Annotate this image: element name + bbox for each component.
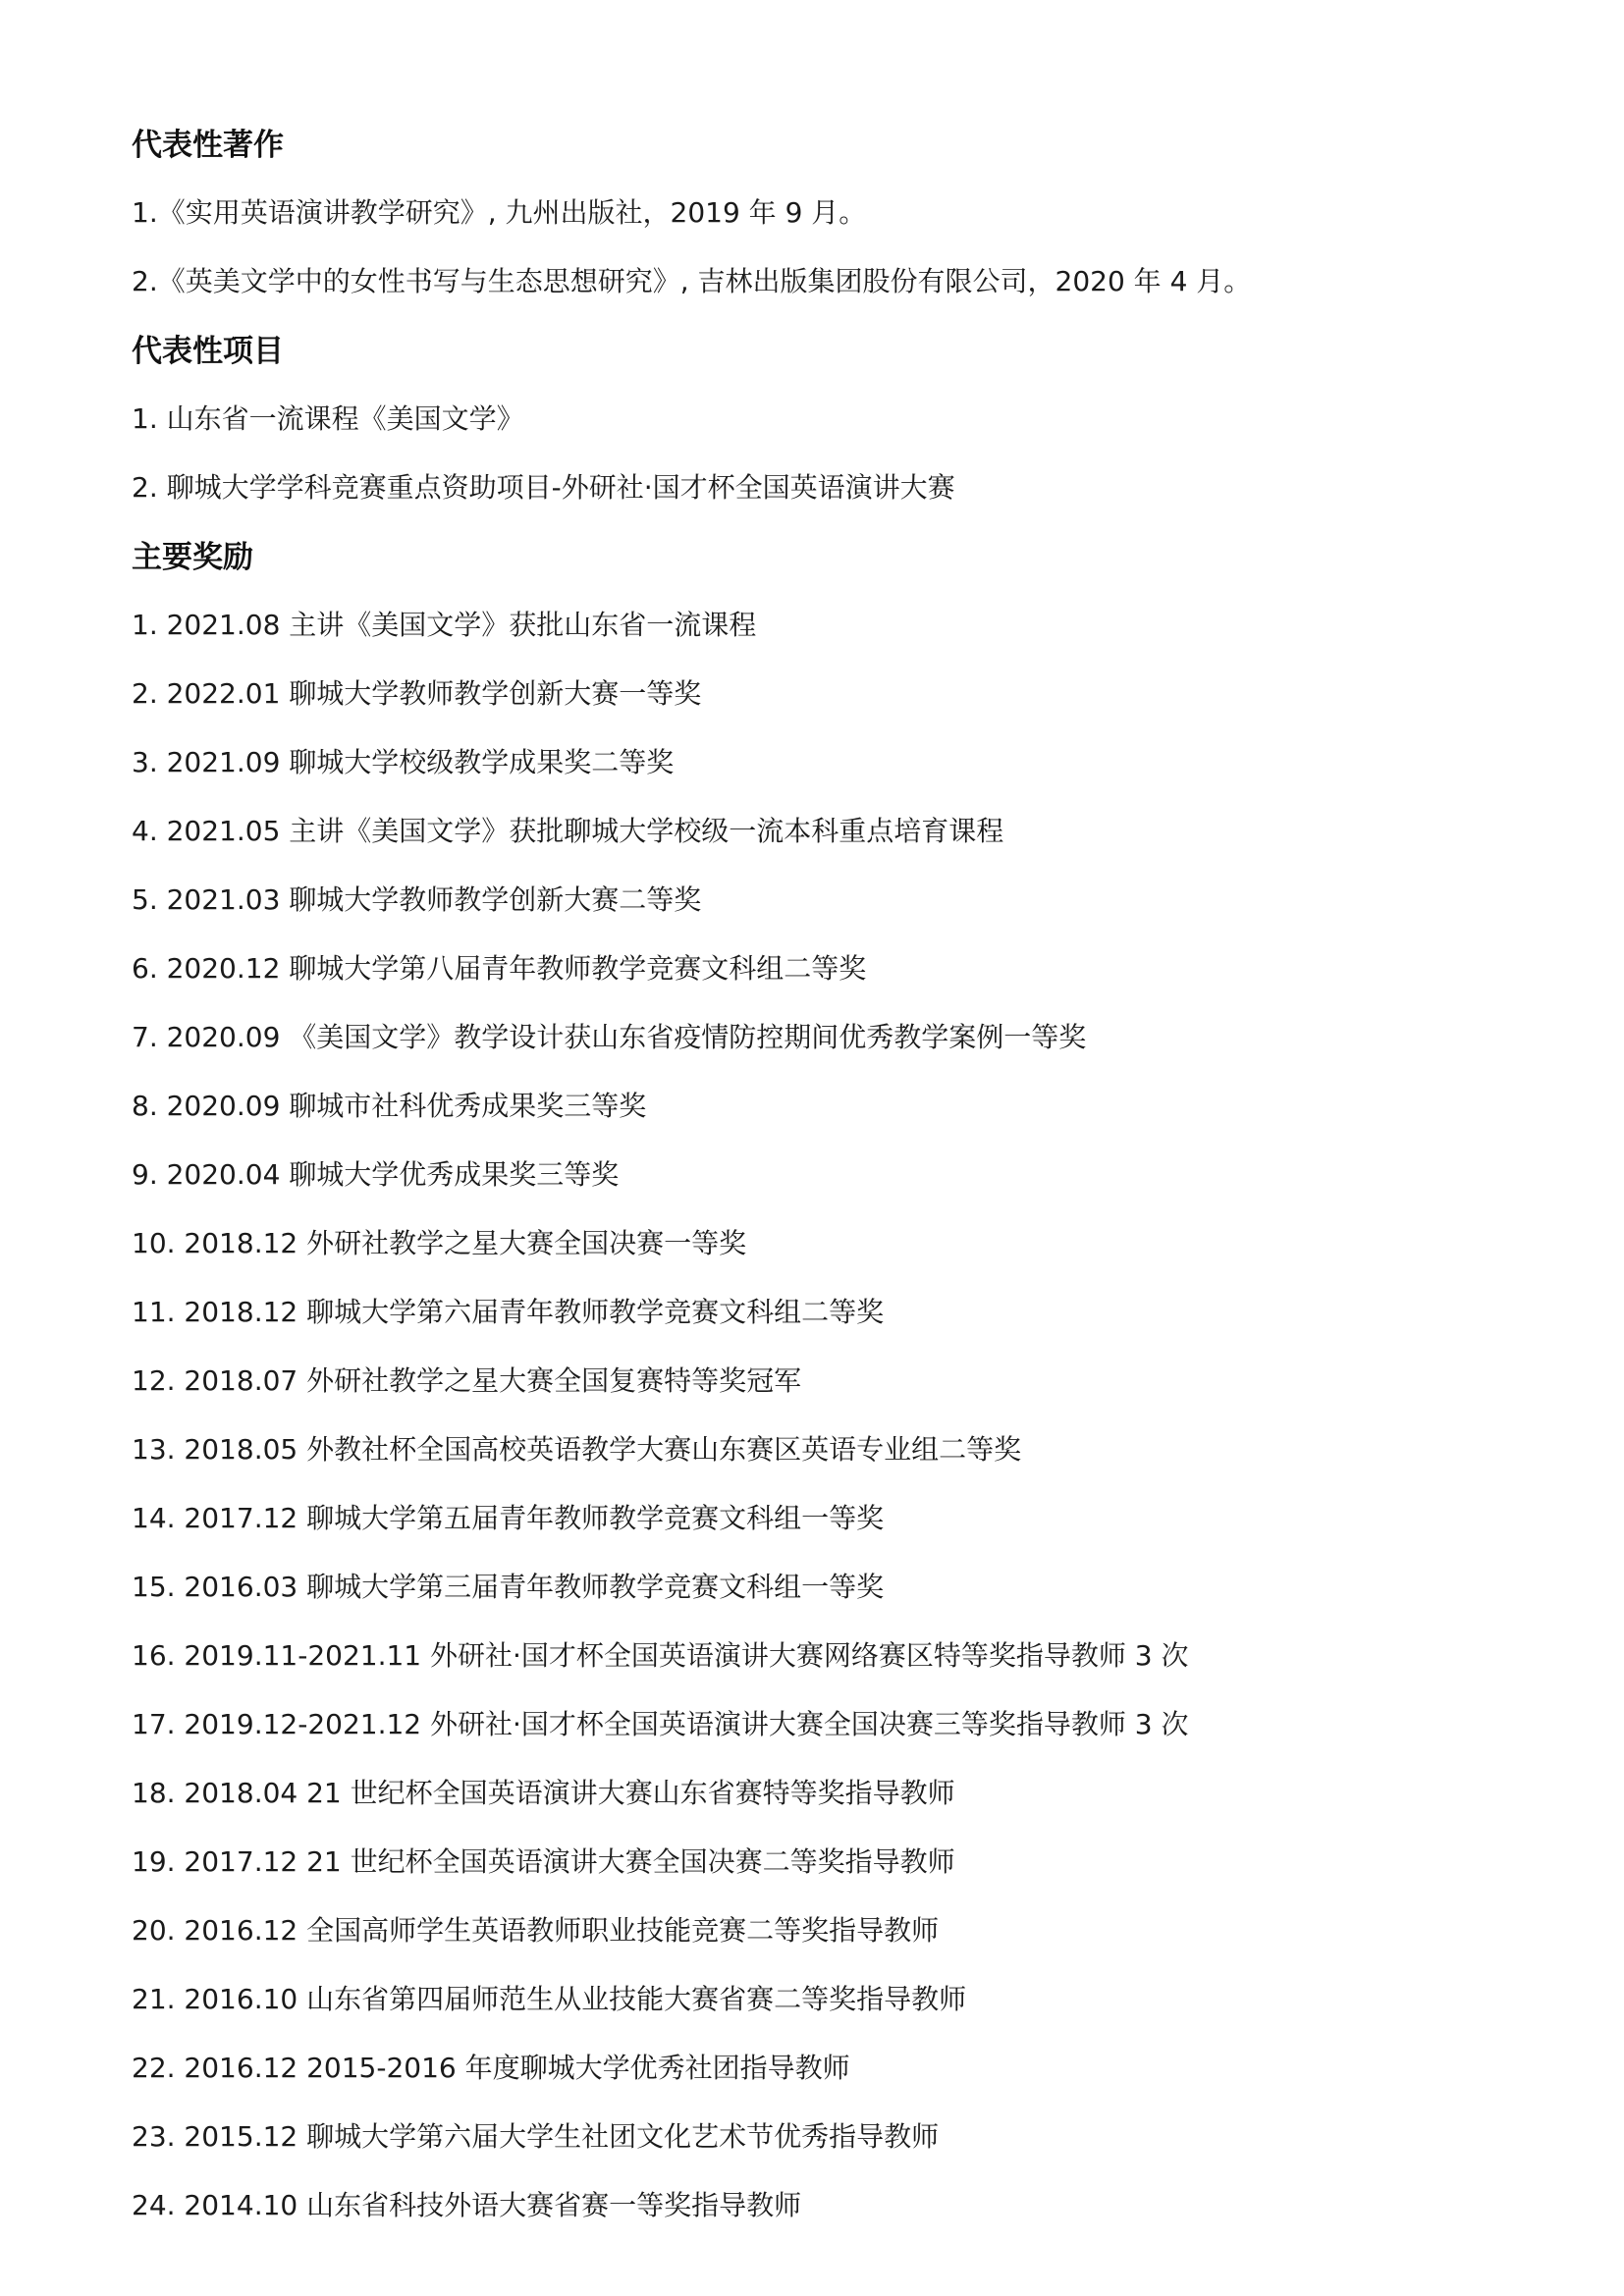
award-item-18: 18. 2018.04 21 世纪杯全国英语演讲大赛山东省赛特等奖指导教师 bbox=[132, 1777, 955, 1809]
award-item-21: 21. 2016.10 山东省第四届师范生从业技能大赛省赛二等奖指导教师 bbox=[132, 1983, 967, 2015]
award-item-3: 3. 2021.09 聊城大学校级教学成果奖二等奖 bbox=[132, 746, 675, 778]
document-page bbox=[132, 0, 1526, 2296]
award-item-7: 7. 2020.09 《美国文学》教学设计获山东省疫情防控期间优秀教学案例一等奖 bbox=[132, 1021, 1087, 1053]
award-item-20: 20. 2016.12 全国高师学生英语教师职业技能竞赛二等奖指导教师 bbox=[132, 1914, 940, 1947]
award-item-16: 16. 2019.11-2021.11 外研社·国才杯全国英语演讲大赛网络赛区特等奖指导教师 3 次 bbox=[132, 1639, 1189, 1672]
award-item-10: 10. 2018.12 外研社教学之星大赛全国决赛一等奖 bbox=[132, 1227, 747, 1259]
works-item-2: 2.《英美文学中的女性书写与生态思想研究》, 吉林出版集团股份有限公司，2020 年 4 月。 bbox=[132, 265, 1252, 297]
award-item-17: 17. 2019.12-2021.12 外研社·国才杯全国英语演讲大赛全国决赛三等奖指导教师 3 次 bbox=[132, 1708, 1189, 1740]
award-item-13: 13. 2018.05 外教社杯全国高校英语教学大赛山东赛区英语专业组二等奖 bbox=[132, 1433, 1022, 1466]
award-item-8: 8. 2020.09 聊城市社科优秀成果奖三等奖 bbox=[132, 1090, 647, 1122]
award-item-11: 11. 2018.12 聊城大学第六届青年教师教学竞赛文科组二等奖 bbox=[132, 1296, 885, 1328]
award-item-15: 15. 2016.03 聊城大学第三届青年教师教学竞赛文科组一等奖 bbox=[132, 1571, 885, 1603]
works-item-1: 1.《实用英语演讲教学研究》, 九州出版社，2019 年 9 月。 bbox=[132, 196, 867, 229]
award-item-14: 14. 2017.12 聊城大学第五届青年教师教学竞赛文科组一等奖 bbox=[132, 1502, 885, 1534]
section-heading-works: 代表性著作 bbox=[132, 128, 284, 163]
award-item-22: 22. 2016.12 2015-2016 年度聊城大学优秀社团指导教师 bbox=[132, 2052, 850, 2084]
section-heading-awards: 主要奖励 bbox=[132, 540, 253, 575]
projects-item-1: 1. 山东省一流课程《美国文学》 bbox=[132, 402, 524, 435]
projects-item-2: 2. 聊城大学学科竞赛重点资助项目-外研社·国才杯全国英语演讲大赛 bbox=[132, 471, 955, 504]
award-item-4: 4. 2021.05 主讲《美国文学》获批聊城大学校级一流本科重点培育课程 bbox=[132, 815, 1004, 847]
award-item-6: 6. 2020.12 聊城大学第八届青年教师教学竞赛文科组二等奖 bbox=[132, 952, 867, 985]
award-item-12: 12. 2018.07 外研社教学之星大赛全国复赛特等奖冠军 bbox=[132, 1364, 802, 1397]
award-item-9: 9. 2020.04 聊城大学优秀成果奖三等奖 bbox=[132, 1158, 620, 1191]
award-item-19: 19. 2017.12 21 世纪杯全国英语演讲大赛全国决赛二等奖指导教师 bbox=[132, 1845, 955, 1878]
award-item-23: 23. 2015.12 聊城大学第六届大学生社团文化艺术节优秀指导教师 bbox=[132, 2120, 940, 2153]
award-item-2: 2. 2022.01 聊城大学教师教学创新大赛一等奖 bbox=[132, 677, 702, 710]
section-heading-projects: 代表性项目 bbox=[132, 334, 284, 369]
award-item-5: 5. 2021.03 聊城大学教师教学创新大赛二等奖 bbox=[132, 883, 702, 916]
award-item-1: 1. 2021.08 主讲《美国文学》获批山东省一流课程 bbox=[132, 609, 757, 641]
award-item-24: 24. 2014.10 山东省科技外语大赛省赛一等奖指导教师 bbox=[132, 2189, 802, 2221]
